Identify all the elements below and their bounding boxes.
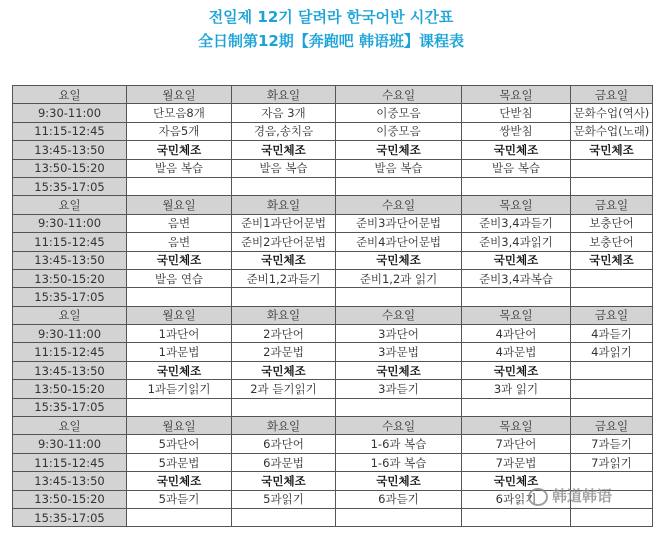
class-cell bbox=[127, 288, 232, 306]
class-cell bbox=[462, 508, 571, 526]
schedule-row bbox=[13, 380, 653, 398]
weekday-header: 월요일 bbox=[127, 306, 232, 324]
class-cell: 단모음8개 bbox=[127, 104, 232, 122]
day-header-label: 요일 bbox=[13, 417, 127, 435]
class-cell bbox=[232, 398, 336, 416]
class-cell: 문화수업(역사) bbox=[571, 104, 653, 122]
class-cell: 5과듣기 bbox=[127, 490, 232, 508]
class-cell: 준비1과단어문법 bbox=[232, 214, 336, 232]
class-cell: 국민체조 bbox=[127, 472, 232, 490]
time-slot: 11:15-12:45 bbox=[13, 122, 127, 140]
schedule-row bbox=[13, 508, 653, 526]
class-cell bbox=[336, 177, 462, 195]
schedule-row bbox=[13, 361, 653, 379]
class-cell: 3과 읽기 bbox=[462, 380, 571, 398]
class-cell: 1과문법 bbox=[127, 343, 232, 361]
class-cell: 자음5개 bbox=[127, 122, 232, 140]
class-cell bbox=[462, 288, 571, 306]
time-slot: 11:15-12:45 bbox=[13, 233, 127, 251]
time-slot: 13:50-15:20 bbox=[13, 380, 127, 398]
class-cell: 발음 복습 bbox=[462, 159, 571, 177]
schedule-row bbox=[13, 104, 653, 122]
class-cell: 4과문법 bbox=[462, 343, 571, 361]
wechat-icon bbox=[528, 488, 548, 506]
class-cell: 6과읽기 bbox=[462, 490, 571, 508]
class-cell: 2과단어 bbox=[232, 325, 336, 343]
class-cell: 준비1,2과듣기 bbox=[232, 269, 336, 287]
week-header-row bbox=[13, 86, 653, 104]
class-cell: 준비3과단어문법 bbox=[336, 214, 462, 232]
weekday-header: 월요일 bbox=[127, 86, 232, 104]
time-slot: 15:35-17:05 bbox=[13, 398, 127, 416]
class-cell bbox=[127, 398, 232, 416]
class-cell: 1과단어 bbox=[127, 325, 232, 343]
class-cell: 준비4과단어문법 bbox=[336, 233, 462, 251]
page-title-chinese: 全日制第12期【奔跑吧 韩语班】课程表 bbox=[197, 32, 465, 50]
weekday-header: 화요일 bbox=[232, 417, 336, 435]
class-cell: 5과문법 bbox=[127, 453, 232, 471]
class-cell bbox=[232, 177, 336, 195]
class-cell bbox=[232, 508, 336, 526]
class-cell: 국민체조 bbox=[336, 141, 462, 159]
class-cell: 4과읽기 bbox=[571, 343, 653, 361]
class-cell: 3과단어 bbox=[336, 325, 462, 343]
day-header-label: 요일 bbox=[13, 196, 127, 214]
schedule-row bbox=[13, 177, 653, 195]
class-cell: 국민체조 bbox=[127, 361, 232, 379]
time-slot: 11:15-12:45 bbox=[13, 453, 127, 471]
watermark-text: 韩道韩语 bbox=[552, 487, 613, 505]
class-cell: 1-6과 복습 bbox=[336, 435, 462, 453]
class-cell: 준비1,2과 읽기 bbox=[336, 269, 462, 287]
time-slot: 13:45-13:50 bbox=[13, 472, 127, 490]
schedule-row bbox=[13, 398, 653, 416]
class-cell: 국민체조 bbox=[571, 141, 653, 159]
class-cell: 6과단어 bbox=[232, 435, 336, 453]
schedule-table bbox=[12, 85, 653, 527]
class-cell: 국민체조 bbox=[462, 361, 571, 379]
class-cell: 보충단어 bbox=[571, 214, 653, 232]
schedule-row bbox=[13, 435, 653, 453]
time-slot: 9:30-11:00 bbox=[13, 435, 127, 453]
time-slot: 9:30-11:00 bbox=[13, 104, 127, 122]
class-cell bbox=[571, 288, 653, 306]
time-slot: 9:30-11:00 bbox=[13, 325, 127, 343]
class-cell: 7과문법 bbox=[462, 453, 571, 471]
weekday-header: 월요일 bbox=[127, 196, 232, 214]
class-cell: 발음 복습 bbox=[232, 159, 336, 177]
class-cell: 2과문법 bbox=[232, 343, 336, 361]
class-cell: 이중모음 bbox=[336, 122, 462, 140]
class-cell bbox=[571, 361, 653, 379]
weekday-header: 금요일 bbox=[571, 196, 653, 214]
class-cell bbox=[571, 159, 653, 177]
weekday-header: 수요일 bbox=[336, 86, 462, 104]
class-cell bbox=[462, 398, 571, 416]
time-slot: 11:15-12:45 bbox=[13, 343, 127, 361]
weekday-header: 수요일 bbox=[336, 417, 462, 435]
class-cell: 국민체조 bbox=[127, 251, 232, 269]
class-cell: 음변 bbox=[127, 233, 232, 251]
class-cell: 7과단어 bbox=[462, 435, 571, 453]
page-title-korean: 전일제 12기 달려라 한국어반 시간표 bbox=[208, 8, 454, 26]
schedule-row bbox=[13, 343, 653, 361]
schedule-row bbox=[13, 325, 653, 343]
class-cell: 5과단어 bbox=[127, 435, 232, 453]
schedule-row bbox=[13, 214, 653, 232]
time-slot: 9:30-11:00 bbox=[13, 214, 127, 232]
class-cell: 준비3,4과복습 bbox=[462, 269, 571, 287]
weekday-header: 목요일 bbox=[462, 417, 571, 435]
class-cell: 국민체조 bbox=[336, 472, 462, 490]
class-cell bbox=[571, 380, 653, 398]
class-cell: 국민체조 bbox=[336, 361, 462, 379]
time-slot: 13:50-15:20 bbox=[13, 490, 127, 508]
schedule-row bbox=[13, 122, 653, 140]
class-cell: 1-6과 복습 bbox=[336, 453, 462, 471]
time-slot: 15:35-17:05 bbox=[13, 288, 127, 306]
weekday-header: 수요일 bbox=[336, 196, 462, 214]
class-cell: 쌍받침 bbox=[462, 122, 571, 140]
time-slot: 13:45-13:50 bbox=[13, 251, 127, 269]
class-cell: 발음 복습 bbox=[127, 159, 232, 177]
schedule-row bbox=[13, 141, 653, 159]
class-cell: 국민체조 bbox=[462, 472, 571, 490]
schedule-row bbox=[13, 288, 653, 306]
weekday-header: 목요일 bbox=[462, 196, 571, 214]
watermark bbox=[528, 483, 646, 509]
schedule-row bbox=[13, 269, 653, 287]
time-slot: 13:50-15:20 bbox=[13, 269, 127, 287]
week-header-row bbox=[13, 306, 653, 324]
class-cell: 7과듣기 bbox=[571, 435, 653, 453]
class-cell bbox=[232, 288, 336, 306]
class-cell bbox=[462, 177, 571, 195]
weekday-header: 월요일 bbox=[127, 417, 232, 435]
class-cell bbox=[571, 177, 653, 195]
weekday-header: 목요일 bbox=[462, 306, 571, 324]
weekday-header: 화요일 bbox=[232, 196, 336, 214]
class-cell: 보충단어 bbox=[571, 233, 653, 251]
class-cell bbox=[571, 398, 653, 416]
class-cell: 국민체조 bbox=[232, 361, 336, 379]
class-cell: 4과듣기 bbox=[571, 325, 653, 343]
class-cell: 6과문법 bbox=[232, 453, 336, 471]
class-cell: 단받침 bbox=[462, 104, 571, 122]
class-cell: 국민체조 bbox=[462, 251, 571, 269]
time-slot: 13:45-13:50 bbox=[13, 361, 127, 379]
class-cell: 이중모음 bbox=[336, 104, 462, 122]
class-cell: 준비2과단어문법 bbox=[232, 233, 336, 251]
class-cell: 국민체조 bbox=[462, 141, 571, 159]
weekday-header: 화요일 bbox=[232, 86, 336, 104]
class-cell: 국민체조 bbox=[571, 251, 653, 269]
class-cell: 7과읽기 bbox=[571, 453, 653, 471]
class-cell bbox=[127, 508, 232, 526]
class-cell bbox=[336, 288, 462, 306]
class-cell: 4과단어 bbox=[462, 325, 571, 343]
class-cell: 준비3,4과읽기 bbox=[462, 233, 571, 251]
class-cell: 1과듣기읽기 bbox=[127, 380, 232, 398]
weekday-header: 금요일 bbox=[571, 306, 653, 324]
class-cell: 국민체조 bbox=[232, 141, 336, 159]
class-cell: 6과듣기 bbox=[336, 490, 462, 508]
weekday-header: 수요일 bbox=[336, 306, 462, 324]
time-slot: 13:50-15:20 bbox=[13, 159, 127, 177]
schedule-row bbox=[13, 233, 653, 251]
day-header-label: 요일 bbox=[13, 86, 127, 104]
class-cell: 경음,송치음 bbox=[232, 122, 336, 140]
class-cell: 국민체조 bbox=[232, 251, 336, 269]
class-cell: 준비3,4과듣기 bbox=[462, 214, 571, 232]
class-cell: 3과문법 bbox=[336, 343, 462, 361]
weekday-header: 금요일 bbox=[571, 86, 653, 104]
class-cell: 음변 bbox=[127, 214, 232, 232]
class-cell: 국민체조 bbox=[127, 141, 232, 159]
class-cell bbox=[336, 398, 462, 416]
time-slot: 13:45-13:50 bbox=[13, 141, 127, 159]
class-cell: 2과 듣기읽기 bbox=[232, 380, 336, 398]
class-cell: 국민체조 bbox=[336, 251, 462, 269]
week-header-row bbox=[13, 417, 653, 435]
class-cell bbox=[127, 177, 232, 195]
time-slot: 15:35-17:05 bbox=[13, 508, 127, 526]
class-cell: 문화수업(노래) bbox=[571, 122, 653, 140]
weekday-header: 목요일 bbox=[462, 86, 571, 104]
class-cell: 국민체조 bbox=[232, 472, 336, 490]
class-cell: 발음 연습 bbox=[127, 269, 232, 287]
schedule-row bbox=[13, 453, 653, 471]
schedule-row bbox=[13, 251, 653, 269]
class-cell: 자음 3개 bbox=[232, 104, 336, 122]
day-header-label: 요일 bbox=[13, 306, 127, 324]
class-cell bbox=[336, 508, 462, 526]
class-cell: 5과읽기 bbox=[232, 490, 336, 508]
week-header-row bbox=[13, 196, 653, 214]
time-slot: 15:35-17:05 bbox=[13, 177, 127, 195]
weekday-header: 화요일 bbox=[232, 306, 336, 324]
class-cell bbox=[571, 269, 653, 287]
class-cell: 발음 복습 bbox=[336, 159, 462, 177]
weekday-header: 금요일 bbox=[571, 417, 653, 435]
schedule-row bbox=[13, 159, 653, 177]
class-cell: 3과듣기 bbox=[336, 380, 462, 398]
class-cell bbox=[571, 508, 653, 526]
